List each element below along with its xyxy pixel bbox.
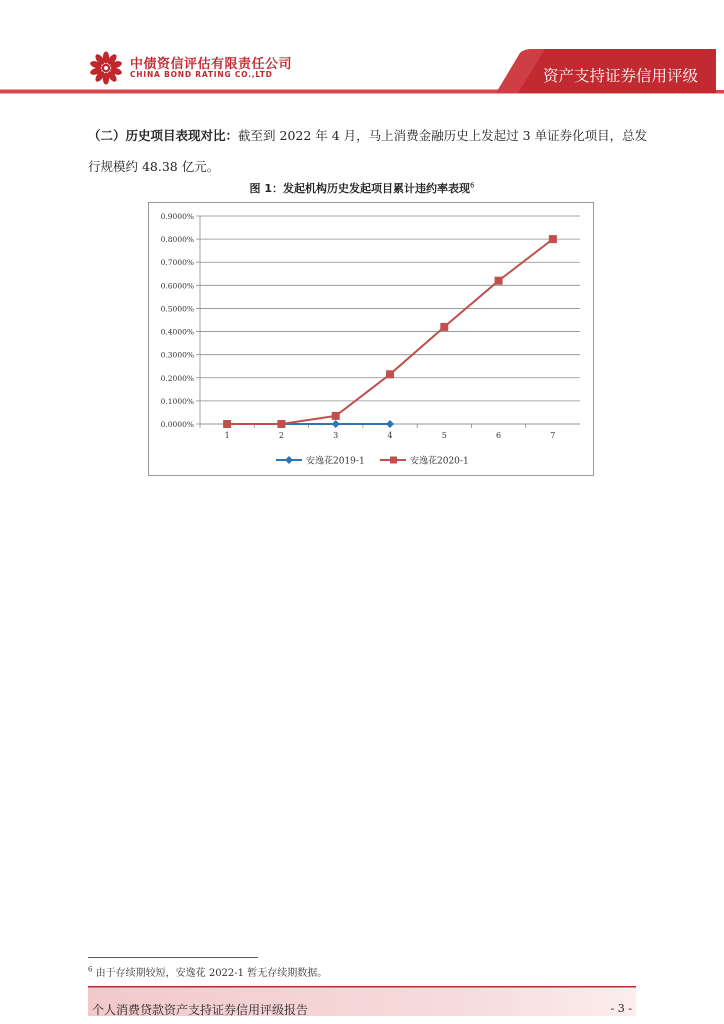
- data-point: [223, 420, 231, 428]
- report-type-title: 资产支持证券信用评级: [542, 67, 698, 85]
- x-tick-label: 6: [496, 431, 502, 440]
- y-tick-label: 0.3000%: [160, 350, 194, 360]
- footnote: [88, 964, 327, 979]
- data-point: [332, 412, 340, 420]
- data-point: [386, 370, 394, 378]
- figure-title: [0, 180, 724, 196]
- paragraph-text: 截至到 2022 年 4 月，马上消费金融历史上发起过 3 单证券化项目，总发行规模约 48.38 亿元。: [88, 128, 648, 174]
- y-tick-label: 0.2000%: [160, 373, 194, 383]
- data-point: [549, 235, 557, 243]
- company-name-en: CHINA BOND RATING CO.,LTD: [130, 70, 273, 79]
- y-tick-label: 0.4000%: [160, 327, 194, 337]
- x-tick-label: 3: [333, 431, 339, 440]
- y-tick-label: 0.8000%: [160, 235, 194, 245]
- data-point: [495, 277, 503, 285]
- line-chart: [148, 202, 594, 476]
- y-tick-label: 0.5000%: [160, 304, 194, 314]
- footnote-divider: [88, 957, 258, 958]
- data-point: [440, 323, 448, 331]
- paragraph-lead: （二）历史项目表现对比：: [88, 128, 239, 143]
- y-tick-label: 0.0000%: [160, 420, 194, 429]
- data-point: [277, 420, 285, 428]
- x-tick-label: 7: [550, 431, 556, 440]
- footnote-number: 6: [88, 965, 93, 974]
- y-tick-label: 0.1000%: [160, 396, 194, 406]
- company-name-cn: 中债资信评估有限责任公司: [130, 57, 293, 72]
- footer-report-title: 个人消费贷款资产支持证券信用评级报告: [92, 1003, 309, 1017]
- legend-label: 安逸花2019-1: [306, 456, 365, 467]
- figure-footnote-ref: 6: [470, 181, 475, 190]
- x-tick-label: 2: [278, 431, 284, 440]
- chart-svg: [148, 202, 594, 476]
- x-tick-label: 1: [224, 431, 230, 440]
- y-tick-label: 0.6000%: [160, 281, 194, 291]
- x-tick-label: 4: [387, 431, 393, 440]
- x-tick-label: 5: [441, 431, 447, 440]
- footnote-text: 由于存续期较短，安逸花 2022-1 暂无存续期数据。: [95, 968, 328, 979]
- page-number: - 3 -: [610, 1002, 632, 1015]
- legend-swatch-marker: [390, 457, 397, 464]
- figure-title-text: 图 1：发起机构历史发起项目累计违约率表现: [249, 182, 470, 195]
- body-paragraph: [88, 120, 648, 182]
- y-tick-label: 0.7000%: [160, 258, 194, 268]
- y-tick-label: 0.9000%: [160, 212, 194, 221]
- legend-label: 安逸花2020-1: [410, 456, 469, 467]
- chart-frame: [149, 203, 594, 476]
